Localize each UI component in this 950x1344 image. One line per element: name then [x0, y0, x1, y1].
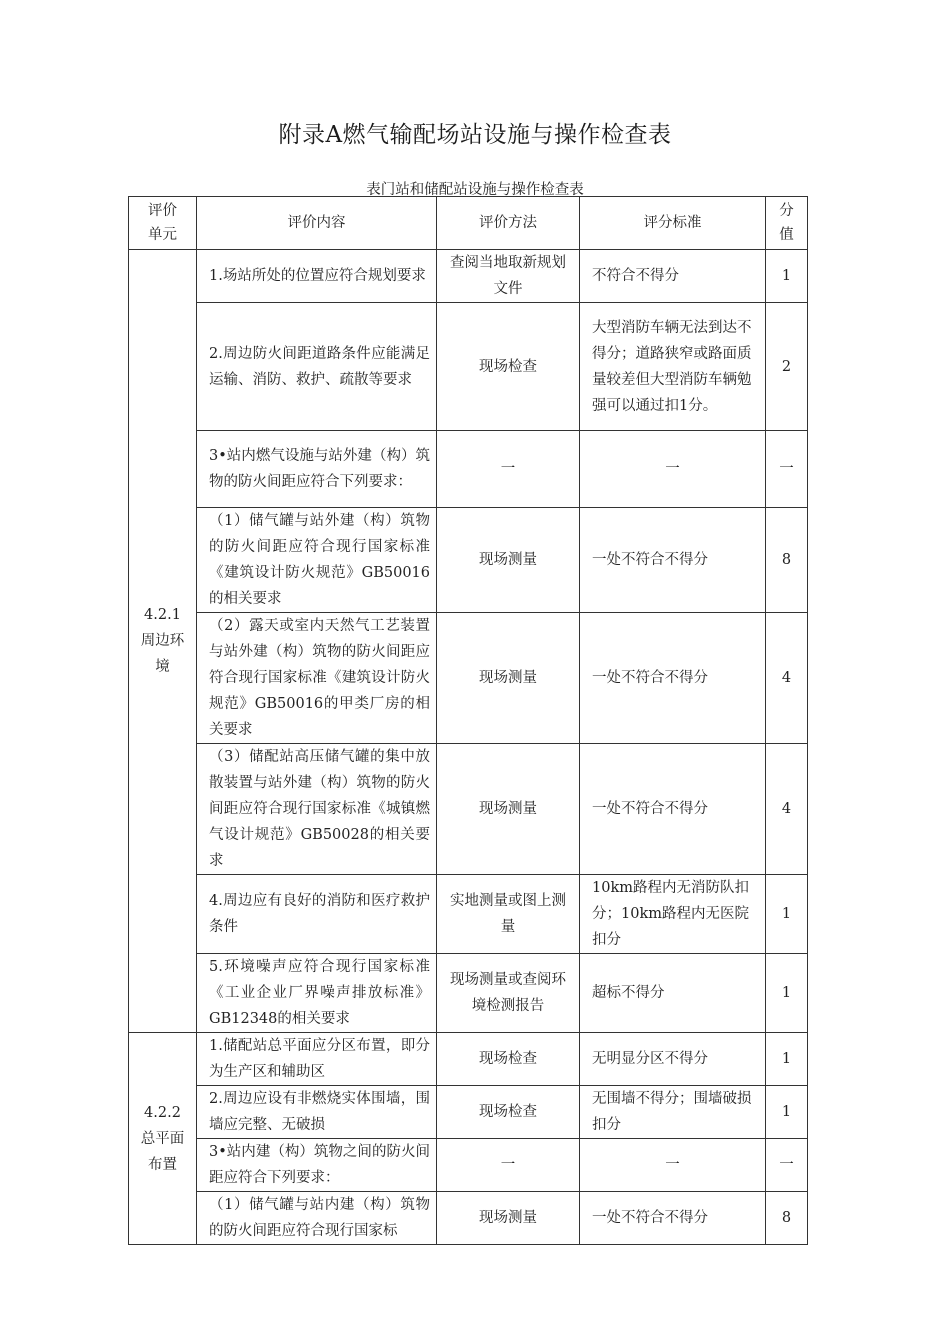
page-title: 附录A燃气输配场站设施与操作检查表 — [278, 122, 672, 148]
unit-cell-layout: 4.2.2 总平面 布置 — [129, 1033, 197, 1245]
score-cell: 1 — [766, 1086, 808, 1139]
score-cell: 1 — [766, 250, 808, 303]
criteria-cell: 超标不得分 — [580, 954, 766, 1033]
table-caption: 表门站和储配站设施与操作检查表 — [366, 182, 584, 198]
method-cell: 现场检查 — [437, 303, 580, 431]
table-header-row — [129, 197, 808, 250]
table-row — [129, 1086, 808, 1139]
method-cell: 现场测量 — [437, 744, 580, 875]
content-cell: （1）储气罐与站内建（构）筑物的防火间距应符合现行国家标 — [197, 1192, 437, 1245]
criteria-cell: 一处不符合不得分 — [580, 744, 766, 875]
score-cell: 2 — [766, 303, 808, 431]
method-cell: 现场测量 — [437, 508, 580, 613]
table-row — [129, 954, 808, 1033]
method-cell: 现场测量 — [437, 1192, 580, 1245]
table-row — [129, 303, 808, 431]
header-score: 分 值 — [766, 197, 808, 250]
criteria-cell: 10km路程内无消防队扣分；10km路程内无医院扣分 — [580, 875, 766, 954]
table-row — [129, 250, 808, 303]
criteria-cell: 无明显分区不得分 — [580, 1033, 766, 1086]
header-method: 评价方法 — [437, 197, 580, 250]
score-cell: 1 — [766, 875, 808, 954]
header-criteria: 评分标准 — [580, 197, 766, 250]
content-cell: 2.周边防火间距道路条件应能满足运输、消防、救护、疏散等要求 — [197, 303, 437, 431]
content-cell: 1.储配站总平面应分区布置，即分为生产区和辅助区 — [197, 1033, 437, 1086]
score-cell: 1 — [766, 1033, 808, 1086]
score-cell: 4 — [766, 613, 808, 744]
header-unit: 评价 单元 — [129, 197, 197, 250]
method-cell: 一 — [437, 1139, 580, 1192]
criteria-cell: 不符合不得分 — [580, 250, 766, 303]
inspection-table — [128, 196, 808, 1245]
table-row — [129, 1139, 808, 1192]
method-cell: 现场检查 — [437, 1086, 580, 1139]
table-row — [129, 431, 808, 508]
method-cell: 现场测量 — [437, 613, 580, 744]
method-cell: 实地测量或图上测量 — [437, 875, 580, 954]
method-cell: 查阅当地取新规划文件 — [437, 250, 580, 303]
score-cell: 1 — [766, 954, 808, 1033]
content-cell: 3•站内燃气设施与站外建（构）筑物的防火间距应符合下列要求： — [197, 431, 437, 508]
criteria-cell: 一处不符合不得分 — [580, 508, 766, 613]
content-cell: 3•站内建（构）筑物之间的防火间距应符合下列要求： — [197, 1139, 437, 1192]
criteria-cell: 无围墙不得分；围墙破损扣分 — [580, 1086, 766, 1139]
score-cell: 一 — [766, 431, 808, 508]
method-cell: 现场检查 — [437, 1033, 580, 1086]
criteria-cell: 一 — [580, 431, 766, 508]
header-content: 评价内容 — [197, 197, 437, 250]
score-cell: 8 — [766, 508, 808, 613]
method-cell: 现场测量或查阅环境检测报告 — [437, 954, 580, 1033]
unit-cell-surroundings: 4.2.1 周边环 境 — [129, 250, 197, 1033]
content-cell: （1）储气罐与站外建（构）筑物的防火间距应符合现行国家标准《建筑设计防火规范》GB50016的相关要求 — [197, 508, 437, 613]
content-cell: 5.环境噪声应符合现行国家标准《工业企业厂界噪声排放标准》GB12348的相关要求 — [197, 954, 437, 1033]
content-cell: 1.场站所处的位置应符合规划要求 — [197, 250, 437, 303]
table-row — [129, 875, 808, 954]
table-row — [129, 744, 808, 875]
content-cell: 2.周边应设有非燃烧实体围墙，围墙应完整、无破损 — [197, 1086, 437, 1139]
method-cell: 一 — [437, 431, 580, 508]
score-cell: 4 — [766, 744, 808, 875]
content-cell: （2）露天或室内天然气工艺装置与站外建（构）筑物的防火间距应符合现行国家标准《建筑设计防火规范》GB50016的甲类厂房的相关要求 — [197, 613, 437, 744]
criteria-cell: 一 — [580, 1139, 766, 1192]
table-row — [129, 613, 808, 744]
table-row — [129, 1033, 808, 1086]
criteria-cell: 一处不符合不得分 — [580, 1192, 766, 1245]
content-cell: （3）储配站高压储气罐的集中放散装置与站外建（构）筑物的防火间距应符合现行国家标准《城镇燃气设计规范》GB50028的相关要求 — [197, 744, 437, 875]
criteria-cell: 大型消防车辆无法到达不得分；道路狭窄或路面质量较差但大型消防车辆勉强可以通过扣1分。 — [580, 303, 766, 431]
score-cell: 8 — [766, 1192, 808, 1245]
criteria-cell: 一处不符合不得分 — [580, 613, 766, 744]
table-row — [129, 508, 808, 613]
table-row — [129, 1192, 808, 1245]
score-cell: 一 — [766, 1139, 808, 1192]
content-cell: 4.周边应有良好的消防和医疗救护条件 — [197, 875, 437, 954]
